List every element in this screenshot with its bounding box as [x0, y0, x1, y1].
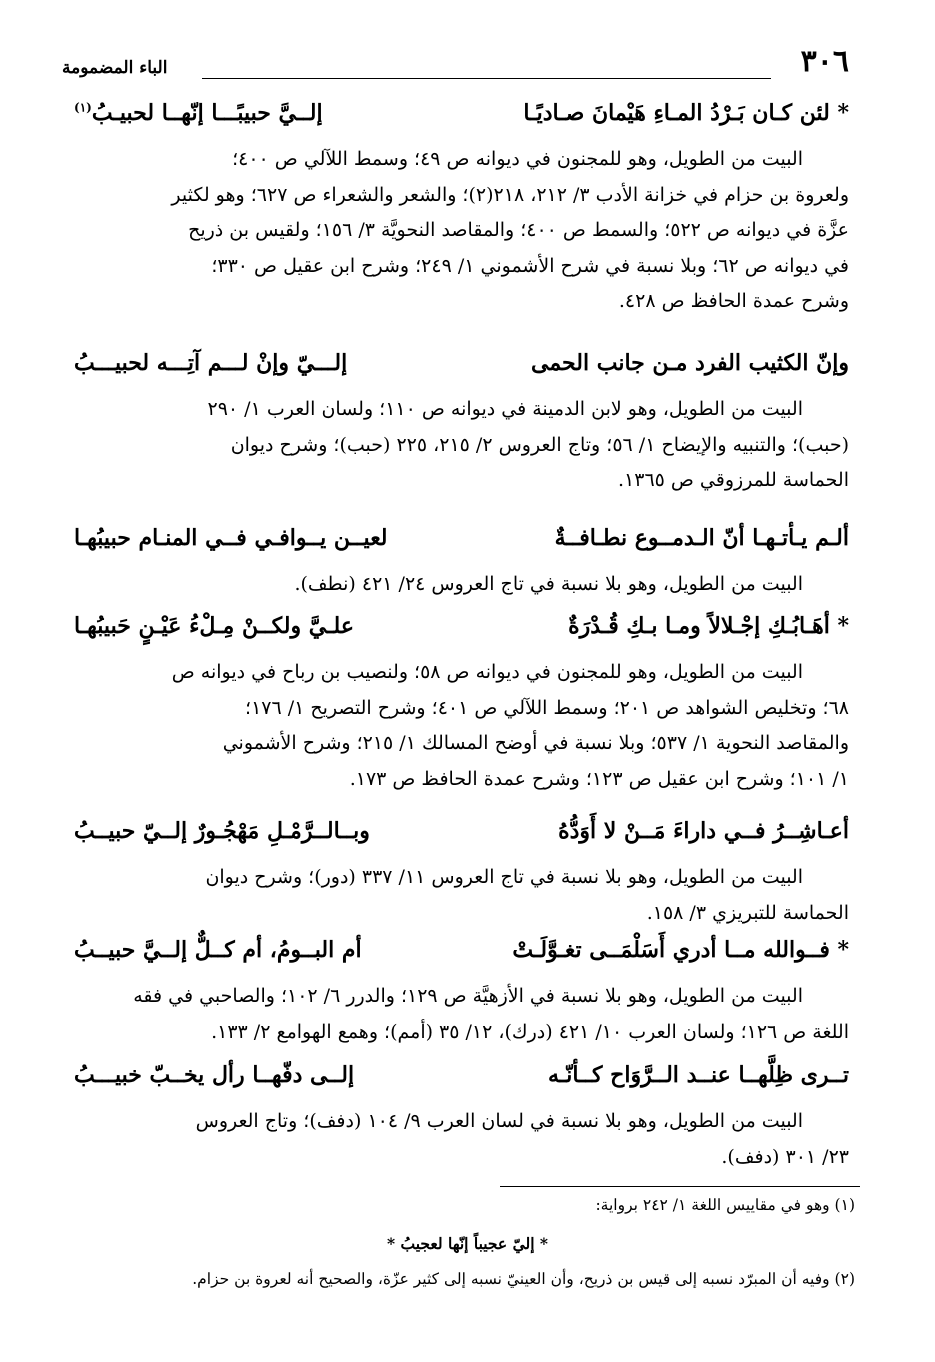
commentary-line: البيت من الطويل، وهو بلا نسبة في الأزهيَّة ص ١٢٩؛ والدرر ٦/ ١٠٢؛ والصاحبي في فقه — [133, 985, 803, 1007]
commentary-line: وشرح عمدة الحافظ ص ٤٢٨. — [618, 290, 849, 312]
verse-first-hemistich: * أهَـابُـكِ إجْـلالاً ومـا بـكِ قُـدْرَةٌ — [568, 613, 849, 639]
verse-first-hemistich: ألـم يـأتـهـا أنّ الـدمــوع نطـافــةٌ — [554, 525, 849, 551]
header-rule — [202, 78, 771, 79]
verse-second-hemistich: أم البــومُ، أم كــلٌّ إلــيَّ حبيــبُ — [74, 937, 362, 963]
commentary-line: ولعروة بن حزام في خزانة الأدب ٣/ ٢١٢، ٢١٨(٢)؛ والشعر والشعراء ص ٦٢٧؛ وهو لكثير — [171, 183, 849, 206]
verse-first-hemistich: * فــوالله مــا أدري أَسَلْمَــى تغـوَّلَـتْ — [512, 937, 849, 963]
verse-second-hemistich — [74, 100, 323, 126]
verse-line — [74, 350, 849, 392]
verse-second-hemistich: لعيــن يــوافـي فــي المنـام حبيبُهـا — [74, 525, 388, 551]
commentary-line: البيت من الطويل، وهو للمجنون في ديوانه ص ٥٨؛ ولنصيب بن رباح في ديوانه ص — [171, 661, 803, 683]
commentary-line: الحماسة للتبريزي ٣/ ١٥٨. — [646, 901, 849, 924]
footnote-separator — [500, 1186, 860, 1187]
verse-entry — [74, 350, 849, 499]
verse-second-hemistich-text: إلــيَّ حبيبًـــا إنّهــا لحبيـبُ — [91, 100, 323, 126]
verse-line — [74, 613, 849, 655]
verse-first-hemistich: وإنّ الكثيب الفرد مـن جانب الحمى — [531, 350, 849, 376]
commentary-line: عزَّة في ديوانه ص ٥٢٢؛ والسمط ص ٤٠٠؛ والمقاصد النحويَّة ٣/ ١٥٦؛ ولقيس بن ذريح — [188, 219, 849, 241]
footnote-reference: (١) — [74, 100, 92, 115]
commentary-line: ١/ ١٠١؛ وشرح ابن عقيل ص ١٢٣؛ وشرح عمدة الحافظ ص ١٧٣. — [349, 767, 849, 790]
verse-entry — [74, 525, 849, 603]
verse-entry — [74, 100, 849, 320]
commentary-line: والمقاصد النحوية ١/ ٥٣٧؛ وبلا نسبة في أوضح المسالك ١/ ٢١٥؛ وشرح الأشموني — [222, 732, 849, 754]
commentary-line: البيت من الطويل، وهو للمجنون في ديوانه ص ٤٩؛ وسمط اللآلي ص ٤٠٠؛ — [232, 148, 803, 170]
verse-second-hemistich: وبــالــرَّمْـلِ مَهْجُـورٌ إلــيّ حبيــبُ — [74, 818, 370, 844]
verse-line — [74, 818, 849, 860]
verse-entry — [74, 937, 849, 1050]
footnote-2: (٢) وفيه أن المبرّد نسبه إلى قيس بن ذريح، وأن العينيّ نسبه إلى كثير عزّة، والصحيح أنه لعروة بن حزام. — [192, 1270, 855, 1288]
verse-entry — [74, 818, 849, 931]
commentary-line: البيت من الطويل، وهو بلا نسبة في تاج العروس ١١/ ٣٣٧ (دور)؛ وشرح ديوان — [205, 866, 803, 888]
commentary-line: ٦٨؛ وتخليص الشواهد ص ٢٠١؛ وسمط اللآلي ص ٤٠١؛ وشرح التصريح ١/ ١٧٦؛ — [245, 696, 849, 719]
commentary-line: البيت من الطويل، وهو بلا نسبة في تاج العروس ٢٤/ ٤٢١ (نطف). — [294, 573, 803, 595]
footnote-1: (١) وهو في مقاييس اللغة ١/ ٢٤٢ برواية: — [595, 1196, 855, 1214]
commentary-line: البيت من الطويل، وهو لابن الدمينة في ديوانه ص ١١٠؛ ولسان العرب ١/ ٢٩٠ — [207, 398, 803, 420]
verse-first-hemistich: * لئن كـان بَـرْدُ المـاءِ هَيْمانَ صـاديًـا — [523, 100, 849, 126]
verse-line — [74, 525, 849, 567]
verse-line — [74, 100, 849, 142]
commentary-line: (حبب)؛ والتنبيه والإيضاح ١/ ٥٦؛ وتاج العروس ٢/ ٢١٥، ٢٢٥ (حبب)؛ وشرح ديوان — [230, 433, 849, 456]
page-number: ٣٠٦ — [800, 44, 849, 79]
verse-second-hemistich: إلــى دفّهــا رأل يخــبّ خبيـــبُ — [74, 1062, 355, 1088]
footnote-1-verse: * إليّ عجيباً إنّها لعجيبُ * — [386, 1234, 549, 1253]
verse-second-hemistich: علـيَّ ولكــنْ مِـلْءُ عَيْـنٍ حَبيبُهـا — [74, 613, 354, 639]
running-title: الباء المضمومة — [62, 58, 168, 78]
commentary-line: الحماسة للمرزوقي ص ١٣٦٥. — [618, 469, 849, 491]
verse-entry — [74, 613, 849, 797]
verse-line — [74, 1062, 849, 1104]
verse-entry — [74, 1062, 849, 1175]
page-header — [62, 44, 849, 84]
commentary-line: ٢٣/ ٣٠١ (دفف). — [721, 1145, 849, 1168]
verse-first-hemistich: تــرى ظِلَّهــا عنــد الــرَّوَاح كــأنّـه — [548, 1062, 849, 1088]
commentary-line: في ديوانه ص ٦٢؛ وبلا نسبة في شرح الأشموني ١/ ٢٤٩؛ وشرح ابن عقيل ص ٣٣٠؛ — [211, 254, 849, 277]
commentary-line: البيت من الطويل، وهو بلا نسبة في لسان العرب ٩/ ١٠٤ (دفف)؛ وتاج العروس — [195, 1110, 803, 1132]
commentary-line: اللغة ص ١٢٦؛ ولسان العرب ١٠/ ٤٢١ (درك)، ١٢/ ٣٥ (أمم)؛ وهمع الهوامع ٢/ ١٣٣. — [211, 1020, 849, 1043]
verse-second-hemistich: إلـــيّ وإنْ لـــم آتِـــه لحبيـــبُ — [74, 350, 348, 376]
verse-line — [74, 937, 849, 979]
verse-first-hemistich: أعـاشِــرُ فــي داراءَ مَــنْ لا أَوَدُّهُ — [558, 818, 849, 844]
